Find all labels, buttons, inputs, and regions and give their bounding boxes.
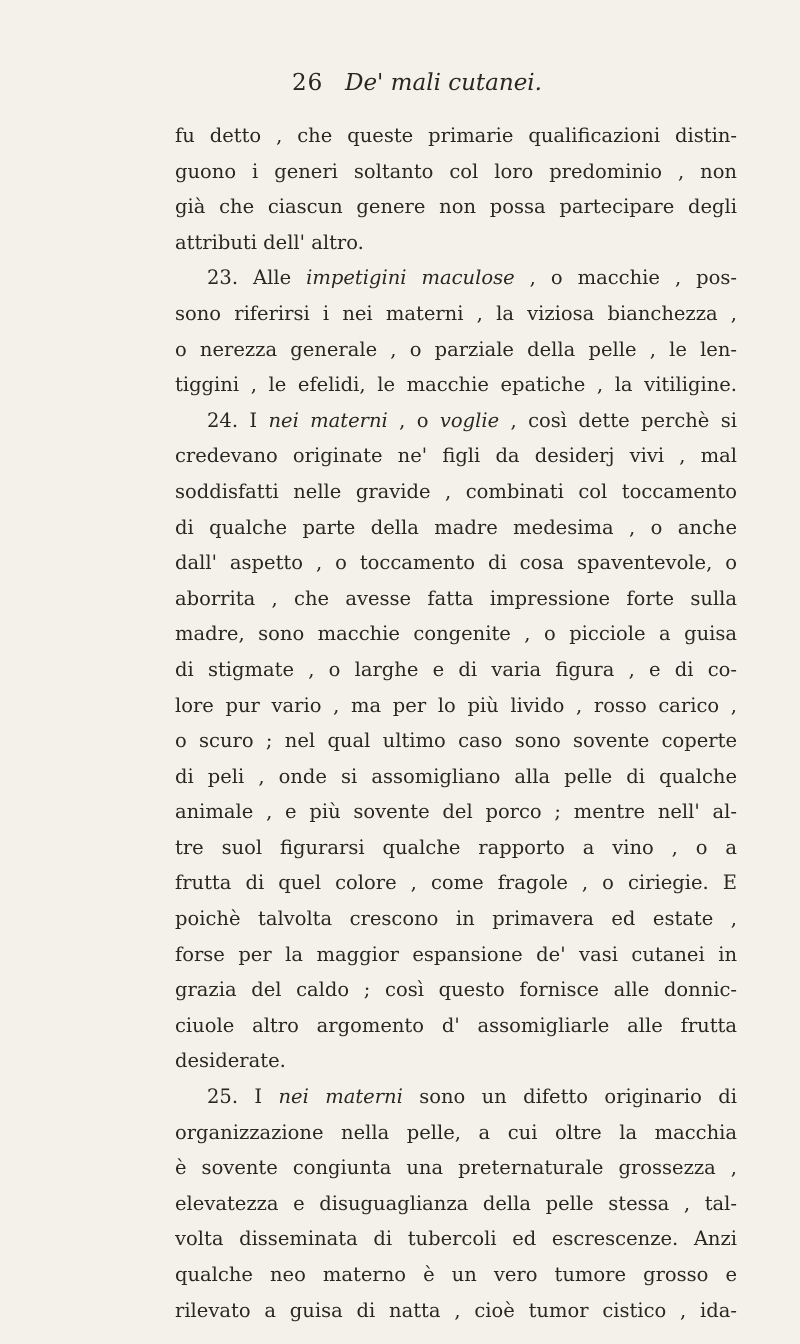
text-line: [175, 438, 737, 474]
text-line: [175, 1150, 737, 1186]
text-segment: attributi dell' altro.: [175, 230, 364, 254]
text-line: [175, 154, 737, 190]
text-segment: animale , e più sovente del porco ; mentre nell' al-: [175, 800, 737, 824]
text-line: [175, 545, 737, 581]
text-line: [175, 865, 737, 901]
text-segment: ciuole altro argomento d' assomigliarle alle frutta: [175, 1013, 737, 1037]
text-segment: sono un difetto originario di: [402, 1085, 737, 1109]
text-line: [175, 225, 737, 261]
text-segment: 23. Alle: [207, 266, 307, 290]
text-segment: è sovente congiunta una preternaturale grossezza ,: [175, 1156, 737, 1180]
text-line: [175, 616, 737, 652]
text-line: [175, 688, 737, 724]
text-line: [175, 474, 737, 510]
text-line: [175, 1079, 737, 1115]
text-line: [175, 723, 737, 759]
text-segment: madre, sono macchie congenite , o picciole a guisa: [175, 622, 737, 646]
text-line: [175, 652, 737, 688]
text-segment: sono riferirsi i nei materni , la viziosa bianchezza ,: [175, 301, 737, 325]
italic-term: voglie: [439, 408, 500, 432]
text-segment: desiderate.: [175, 1049, 286, 1073]
text-line: [175, 118, 737, 154]
text-segment: elevatezza e disuguaglianza della pelle stessa , tal-: [175, 1191, 737, 1215]
text-segment: di peli , onde si assomigliano alla pelle di qualche: [175, 764, 737, 788]
text-segment: forse per la maggior espansione de' vasi cutanei in: [175, 942, 737, 966]
text-segment: di qualche parte della madre medesima , o anche: [175, 515, 737, 539]
text-segment: rilevato a guisa di natta , cioè tumor cistico , ida-: [175, 1298, 737, 1322]
text-segment: , o: [387, 408, 440, 432]
text-segment: organizzazione nella pelle, a cui oltre la macchia: [175, 1120, 737, 1144]
text-segment: credevano originate ne' figli da desiderj vivi , mal: [175, 444, 737, 468]
text-segment: 25. I: [207, 1085, 279, 1109]
text-line: [175, 296, 737, 332]
text-segment: fu detto , che queste primarie qualificazioni distin-: [175, 124, 737, 147]
text-line: [175, 830, 737, 866]
text-line: [175, 510, 737, 546]
text-line: [175, 937, 737, 973]
text-segment: soddisfatti nelle gravide , combinati col toccamento: [175, 479, 737, 503]
text-segment: 24. I: [207, 408, 269, 432]
text-line: [175, 367, 737, 403]
body-text: [175, 118, 737, 1328]
text-segment: qualche neo materno è un vero tumore grosso e: [175, 1263, 737, 1286]
text-segment: poichè talvolta crescono in primavera ed estate ,: [175, 907, 737, 931]
text-line: [175, 759, 737, 795]
italic-term: nei materni: [278, 1085, 403, 1109]
text-line: [175, 1008, 737, 1044]
text-segment: , così dette perchè si: [499, 408, 737, 432]
page-number: 26: [292, 70, 324, 96]
text-line: [175, 1043, 737, 1079]
text-line: [175, 1186, 737, 1222]
text-line: [175, 1115, 737, 1151]
text-line: [175, 403, 737, 439]
text-segment: o scuro ; nel qual ultimo caso sono sovente coperte: [175, 729, 737, 753]
text-segment: dall' aspetto , o toccamento di cosa spaventevole, o: [175, 551, 737, 575]
text-segment: tiggini , le efelidi, le macchie epatiche , la vitiligine.: [175, 373, 737, 397]
text-line: [175, 260, 737, 296]
italic-term: nei materni: [268, 408, 388, 432]
text-segment: aborrita , che avesse fatta impressione forte sulla: [175, 586, 737, 610]
text-line: [175, 332, 737, 368]
text-segment: di stigmate , o larghe e di varia figura , e di co-: [175, 657, 737, 681]
text-line: [175, 794, 737, 830]
text-line: [175, 1293, 737, 1329]
text-segment: frutta di quel colore , come fragole , o ciriegie. E: [175, 871, 737, 895]
text-segment: , o macchie , pos-: [514, 266, 737, 290]
text-segment: volta disseminata di tubercoli ed escrescenze. Anzi: [175, 1227, 737, 1251]
text-line: [175, 1257, 737, 1293]
page-header: [0, 70, 800, 110]
text-segment: tre suol figurarsi qualche rapporto a vino , o a: [175, 835, 737, 859]
text-segment: guono i generi soltanto col loro predominio , non: [175, 159, 737, 183]
text-line: [175, 1221, 737, 1257]
italic-term: impetigini maculose: [306, 266, 515, 290]
text-line: [175, 189, 737, 225]
text-segment: o nerezza generale , o parziale della pelle , le len-: [175, 337, 737, 361]
text-line: [175, 581, 737, 617]
running-title: De' mali cutanei.: [345, 70, 542, 96]
text-line: [175, 901, 737, 937]
text-line: [175, 972, 737, 1008]
text-segment: lore pur vario , ma per lo più livido , rosso carico ,: [175, 693, 737, 717]
text-segment: grazia del caldo ; così questo fornisce alle donnic-: [175, 978, 737, 1002]
text-segment: già che ciascun genere non possa partecipare degli: [175, 195, 737, 219]
